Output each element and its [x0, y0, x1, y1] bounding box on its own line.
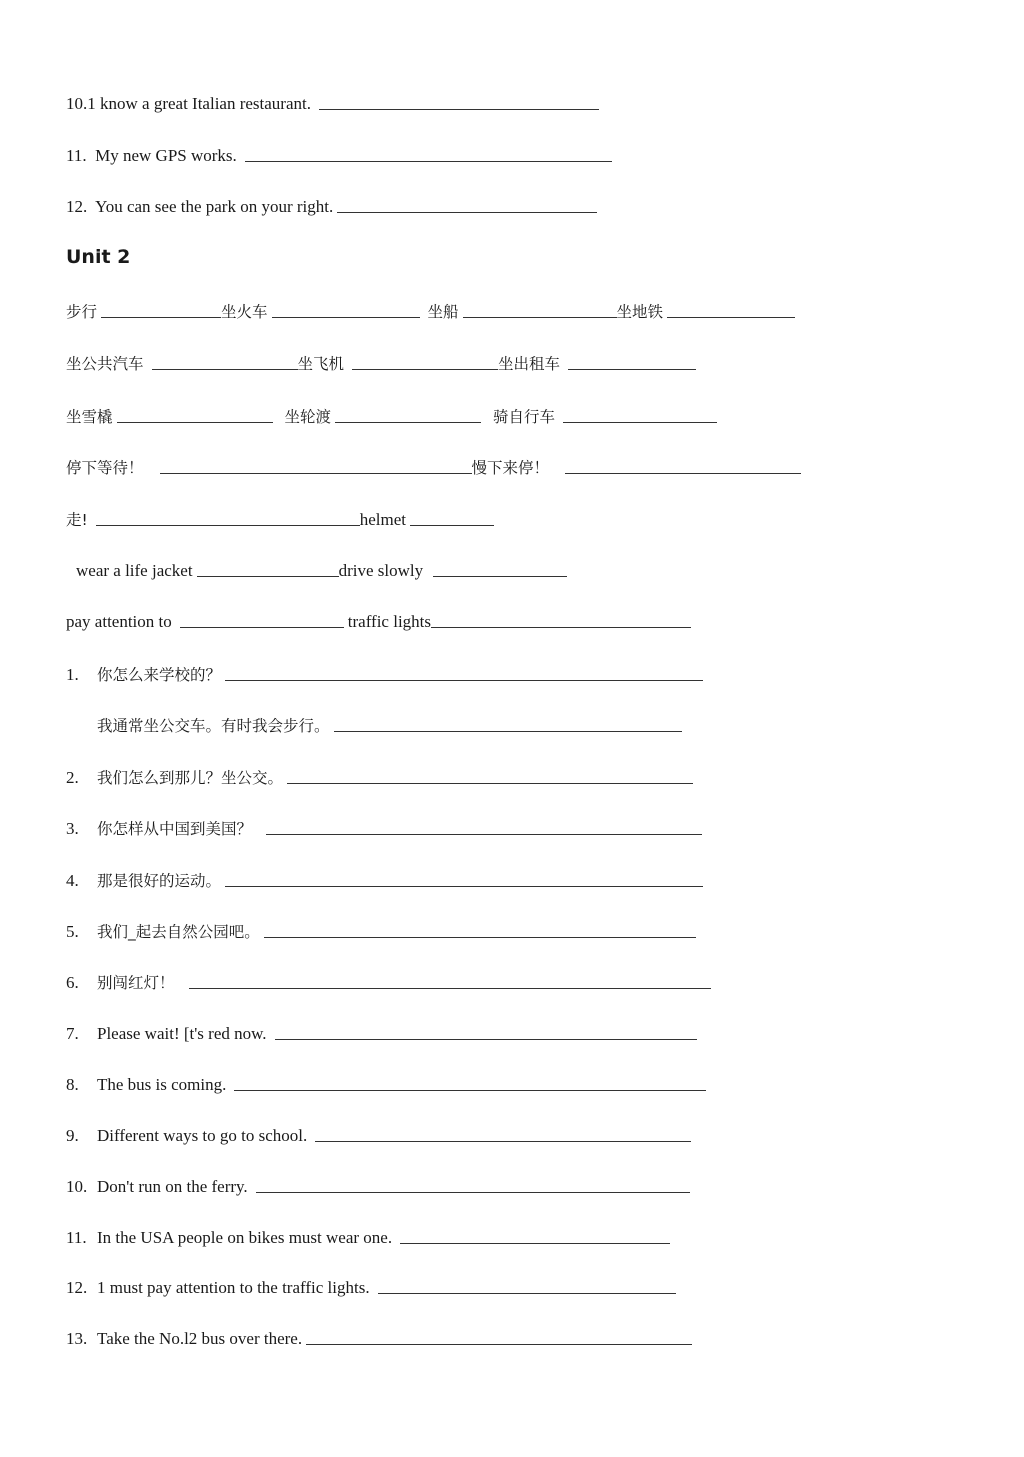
vocab-row — [66, 405, 717, 427]
item-number: 4. — [66, 871, 79, 890]
answer-blank[interactable] — [180, 626, 344, 628]
sentence-prompt: In the USA people on bikes must wear one. — [97, 1228, 393, 1247]
answer-blank[interactable] — [96, 524, 360, 526]
vocab-term: 坐船 — [427, 303, 459, 321]
item-number: 12. — [66, 1278, 88, 1297]
answer-blank[interactable] — [266, 833, 702, 835]
vocab-row — [66, 508, 494, 530]
exercise-line — [66, 197, 597, 217]
item-number: 9. — [66, 1126, 79, 1145]
item-number: 2. — [66, 768, 79, 787]
exercise-prompt: 12. You can see the park on your right. — [66, 197, 334, 216]
item-number: 13. — [66, 1329, 88, 1348]
vocab-term: wear a life jacket — [76, 561, 193, 580]
answer-blank[interactable] — [117, 421, 273, 423]
sentence-prompt: Please wait! [t's red now. — [97, 1024, 267, 1043]
answer-blank[interactable] — [306, 1343, 692, 1345]
sentence-line — [66, 766, 693, 788]
vocab-row — [66, 300, 795, 322]
sentence-prompt: Different ways to go to school. — [97, 1126, 308, 1145]
sentence-prompt: The bus is coming. — [97, 1075, 227, 1094]
answer-blank[interactable] — [275, 1038, 697, 1040]
item-number: 10. — [66, 1177, 88, 1196]
answer-blank[interactable] — [337, 211, 597, 213]
exercise-line — [66, 146, 612, 166]
sentence-prompt: 你怎么来学校的？ — [97, 666, 222, 684]
sentence-line — [66, 920, 696, 942]
vocab-term: traffic lights — [347, 612, 432, 631]
item-number: 3. — [66, 819, 79, 838]
sentence-prompt: 那是很好的运动。 — [97, 872, 222, 890]
vocab-term: pay attention to — [66, 612, 172, 631]
item-number: 8. — [66, 1075, 79, 1094]
answer-blank[interactable] — [400, 1242, 670, 1244]
answer-blank[interactable] — [101, 316, 221, 318]
exercise-line — [66, 94, 599, 114]
item-number: 1. — [66, 665, 79, 684]
answer-blank[interactable] — [667, 316, 795, 318]
answer-blank[interactable] — [152, 368, 298, 370]
answer-blank[interactable] — [563, 421, 717, 423]
answer-blank[interactable] — [245, 160, 612, 162]
vocab-term: 骑自行车 — [493, 408, 556, 426]
vocab-term: 慢下来停！ — [471, 459, 550, 477]
vocab-row — [66, 352, 696, 374]
answer-blank[interactable] — [433, 575, 567, 577]
exercise-prompt: 10.1 know a great Italian restaurant. — [66, 94, 311, 113]
sentence-line — [66, 971, 711, 993]
sentence-prompt: Don't run on the ferry. — [97, 1177, 248, 1196]
sentence-line — [66, 1278, 676, 1298]
item-number: 5. — [66, 922, 79, 941]
answer-blank[interactable] — [568, 368, 696, 370]
sentence-prompt: 1 must pay attention to the traffic lights. — [97, 1278, 370, 1297]
sentence-line — [66, 1075, 706, 1095]
answer-blank[interactable] — [378, 1292, 676, 1294]
item-number: 7. — [66, 1024, 79, 1043]
sentence-prompt: 我通常坐公交车。有时我会步行。 — [97, 717, 330, 735]
sentence-line — [66, 1024, 697, 1044]
answer-blank[interactable] — [565, 472, 801, 474]
answer-blank[interactable] — [272, 316, 420, 318]
answer-blank[interactable] — [410, 524, 494, 526]
answer-blank[interactable] — [197, 575, 339, 577]
unit-heading: Unit 2 — [66, 246, 131, 268]
sentence-line — [66, 1228, 670, 1248]
answer-blank[interactable] — [334, 730, 682, 732]
answer-blank[interactable] — [463, 316, 617, 318]
vocab-row — [66, 612, 691, 632]
vocab-term: 坐火车 — [221, 303, 268, 321]
vocab-term: 步行 — [66, 303, 98, 321]
answer-blank[interactable] — [264, 936, 696, 938]
sentence-line — [66, 817, 702, 839]
answer-blank[interactable] — [319, 108, 599, 110]
answer-blank[interactable] — [234, 1089, 706, 1091]
answer-blank[interactable] — [287, 782, 693, 784]
vocab-term: 停下等待！ — [66, 459, 144, 477]
answer-blank[interactable] — [352, 368, 498, 370]
answer-blank[interactable] — [160, 472, 472, 474]
sentence-prompt: Take the No.l2 bus over there. — [97, 1329, 303, 1348]
vocab-term: 走! — [66, 511, 88, 529]
vocab-term: drive slowly — [338, 561, 424, 580]
sentence-line — [66, 1177, 690, 1197]
answer-blank[interactable] — [431, 626, 691, 628]
sentence-line — [66, 663, 703, 685]
vocab-row — [66, 456, 801, 478]
vocab-term: helmet — [359, 510, 406, 529]
sentence-prompt: 别闯红灯！ — [97, 974, 175, 992]
answer-blank[interactable] — [335, 421, 481, 423]
item-number: 11. — [66, 1228, 87, 1247]
vocab-term: 坐出租车 — [498, 355, 561, 373]
sentence-line — [66, 869, 703, 891]
answer-blank[interactable] — [189, 987, 711, 989]
vocab-term: 坐地铁 — [616, 303, 664, 321]
sentence-prompt: 我们怎么到那儿？坐公交。 — [97, 769, 284, 787]
answer-blank[interactable] — [315, 1140, 691, 1142]
vocab-term: 坐雪橇 — [66, 408, 113, 426]
vocab-row — [76, 561, 567, 581]
answer-blank[interactable] — [256, 1191, 690, 1193]
sentence-prompt: 我们_起去自然公园吧。 — [97, 923, 260, 941]
exercise-prompt: 11. My new GPS works. — [66, 146, 237, 165]
sentence-line — [66, 1329, 692, 1349]
item-number: 6. — [66, 973, 79, 992]
sentence-line — [66, 714, 682, 736]
vocab-term: 坐轮渡 — [284, 408, 332, 426]
vocab-term: 坐公共汽车 — [66, 355, 144, 373]
sentence-prompt: 你怎样从中国到美国？ — [97, 820, 253, 838]
answer-blank[interactable] — [225, 679, 703, 681]
answer-blank[interactable] — [225, 885, 703, 887]
sentence-line — [66, 1126, 691, 1146]
vocab-term: 坐飞机 — [297, 355, 345, 373]
